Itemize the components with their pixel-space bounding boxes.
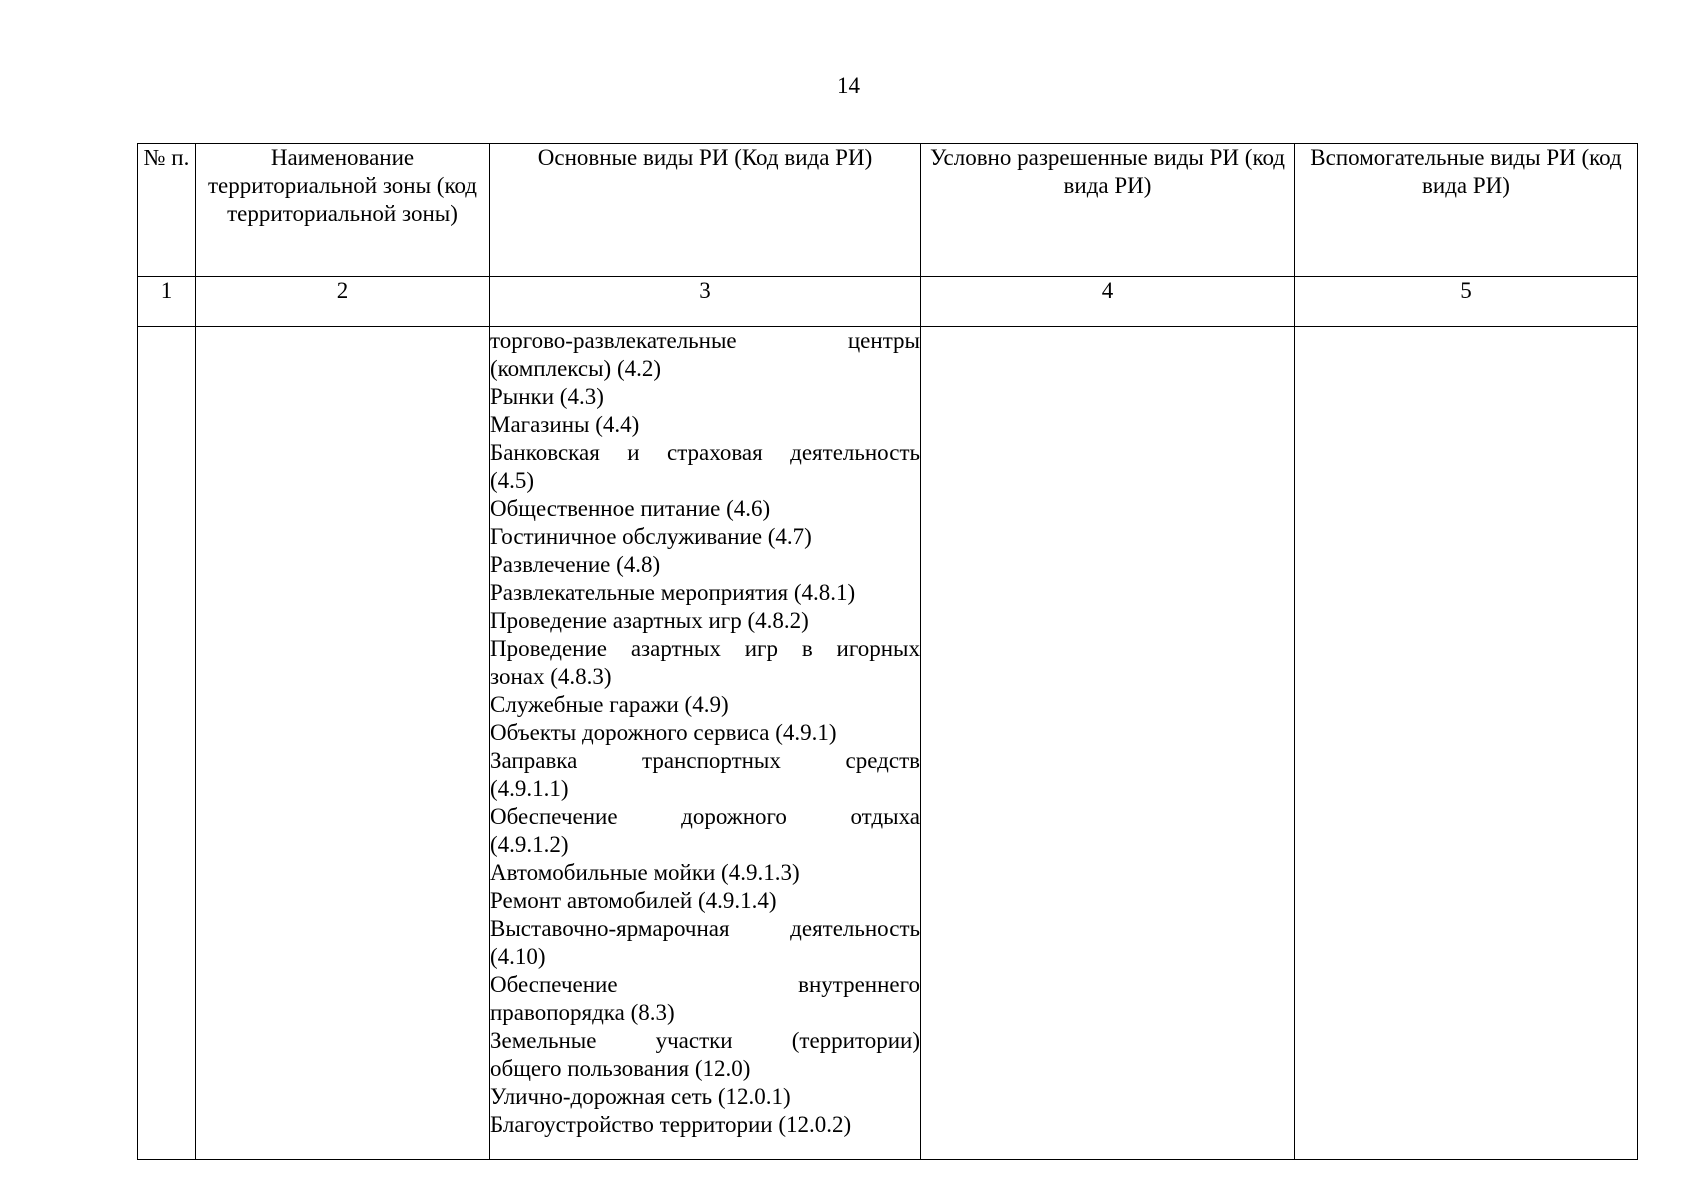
use-line: Выставочно-ярмарочная деятельность <box>490 916 920 941</box>
table-row <box>138 327 1638 1160</box>
use-line: Обеспечение внутреннего <box>490 972 920 997</box>
use-line: Гостиничное обслуживание (4.7) <box>490 524 812 549</box>
use-line: (4.10) <box>490 944 546 969</box>
header-auxiliary-uses: Вспомогательные виды РИ (код вида РИ) <box>1295 144 1638 277</box>
use-line: торгово-развлекательные центры <box>490 328 920 353</box>
header-conditional-uses: Условно разрешенные виды РИ (код вида РИ) <box>921 144 1295 277</box>
page-number: 14 <box>837 73 860 98</box>
use-line: Развлекательные мероприятия (4.8.1) <box>490 580 856 605</box>
column-number: 2 <box>196 277 490 327</box>
use-line: Развлечение (4.8) <box>490 552 661 577</box>
cell-zone-name <box>196 327 490 1160</box>
header-number: № п. <box>138 144 196 277</box>
use-line: общего пользования (12.0) <box>490 1056 751 1081</box>
column-number: 3 <box>490 277 921 327</box>
use-line: Проведение азартных игр (4.8.2) <box>490 608 809 633</box>
use-line: Автомобильные мойки (4.9.1.3) <box>490 860 800 885</box>
column-number: 1 <box>138 277 196 327</box>
use-line: Благоустройство территории (12.0.2) <box>490 1112 852 1137</box>
use-line: Проведение азартных игр в игорных <box>490 636 920 661</box>
use-line: Объекты дорожного сервиса (4.9.1) <box>490 720 837 745</box>
cell-main-uses <box>490 327 921 1160</box>
use-line: (комплексы) (4.2) <box>490 356 662 381</box>
header-zone-name: Наименование территориальной зоны (код территориальной зоны) <box>196 144 490 277</box>
use-line: (4.9.1.2) <box>490 832 569 857</box>
use-line: правопорядка (8.3) <box>490 1000 675 1025</box>
use-line: Рынки (4.3) <box>490 384 604 409</box>
column-number: 5 <box>1295 277 1638 327</box>
cell-number <box>138 327 196 1160</box>
column-number-row <box>138 277 1638 327</box>
use-line: Служебные гаражи (4.9) <box>490 692 729 717</box>
header-row <box>138 144 1638 277</box>
cell-auxiliary-uses <box>1295 327 1638 1160</box>
use-line: Магазины (4.4) <box>490 412 640 437</box>
use-line: Улично-дорожная сеть (12.0.1) <box>490 1084 791 1109</box>
column-number: 4 <box>921 277 1295 327</box>
use-line: Общественное питание (4.6) <box>490 496 771 521</box>
use-line: (4.9.1.1) <box>490 776 569 801</box>
use-line: Заправка транспортных средств <box>490 748 920 773</box>
cell-conditional-uses <box>921 327 1295 1160</box>
use-line: Земельные участки (территории) <box>490 1028 920 1053</box>
use-line: зонах (4.8.3) <box>490 664 612 689</box>
use-line: Ремонт автомобилей (4.9.1.4) <box>490 888 777 913</box>
use-line: Обеспечение дорожного отдыха <box>490 804 920 829</box>
zones-table <box>137 143 1638 1160</box>
header-main-uses: Основные виды РИ (Код вида РИ) <box>490 144 921 277</box>
use-line: (4.5) <box>490 468 535 493</box>
use-line: Банковская и страховая деятельность <box>490 440 920 465</box>
